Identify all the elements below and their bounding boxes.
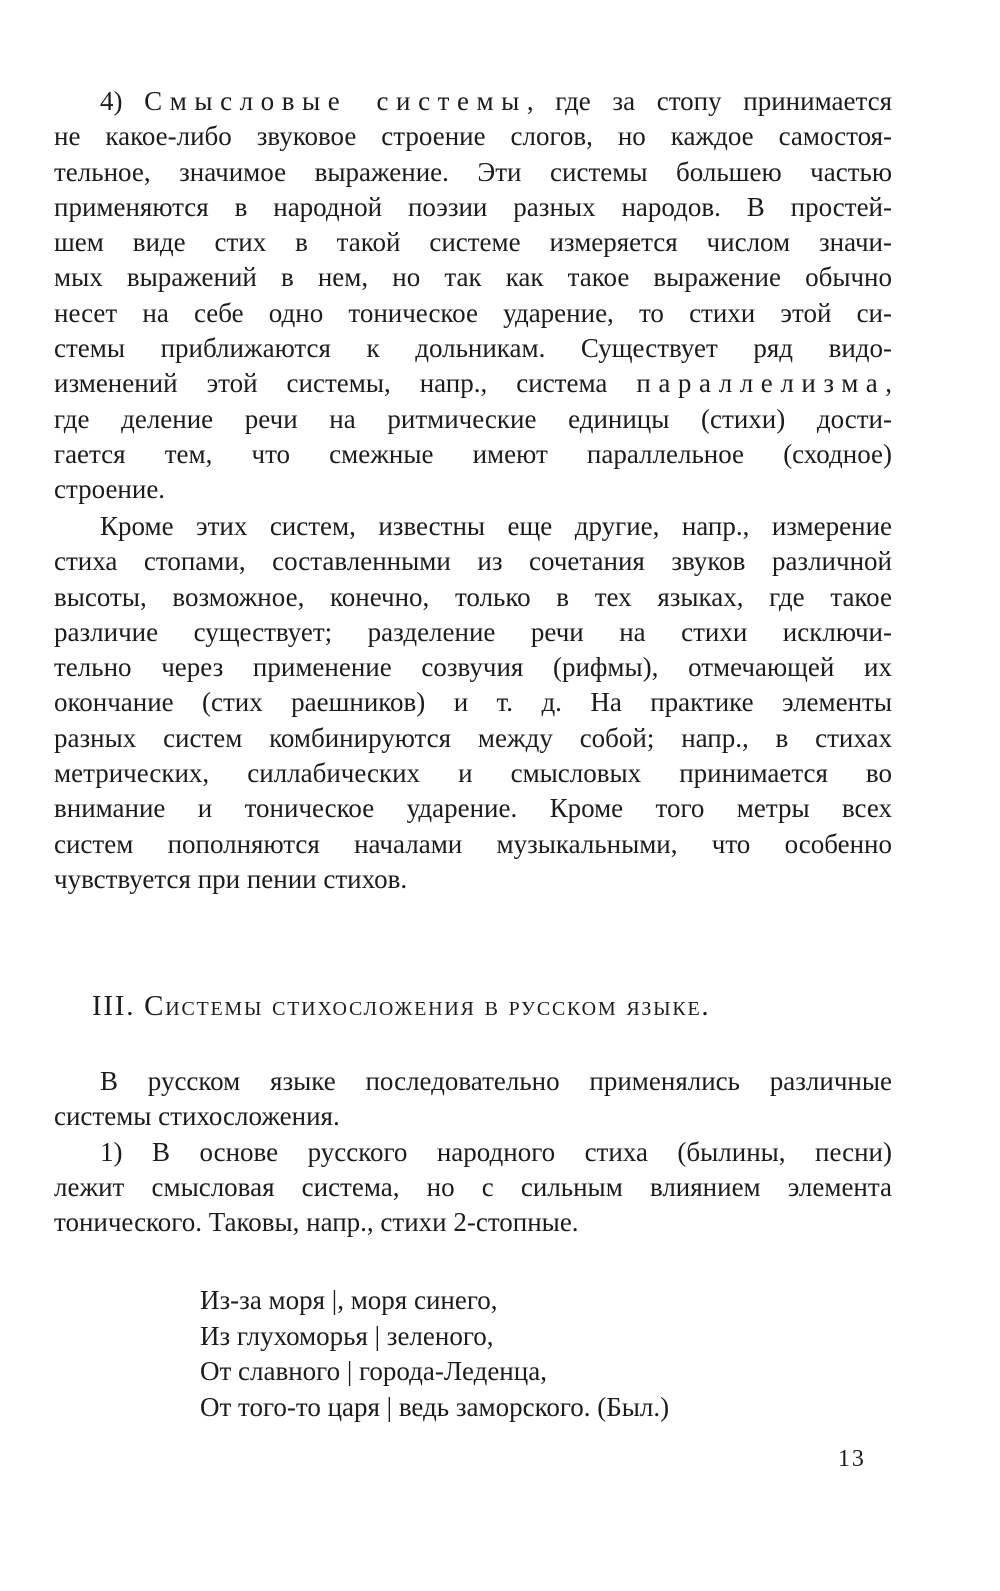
- text-line: систем пополняются началами музыкальными, что особенно: [54, 828, 892, 859]
- text-line: гается тем, что смежные имеют параллельное (сходное): [54, 438, 892, 469]
- text-line: строение.: [54, 474, 166, 505]
- page-number: 13: [838, 1446, 866, 1472]
- text-line: где деление речи на ритмические единицы (стихи) дости-: [54, 403, 892, 434]
- text-line: применяются в народной поэзии разных народов. В простей-: [54, 191, 892, 222]
- text-line: несет на себе одно тоническое ударение, то стихи этой си-: [54, 297, 892, 328]
- text-line: не какое-либо звуковое строение слогов, но каждое самостоя-: [54, 121, 892, 152]
- text-line: разных систем комбинируются между собой; напр., в стихах: [54, 722, 892, 753]
- verse-line: От того-то царя | ведь заморского. (Был.): [200, 1391, 670, 1422]
- text-line: тельно через применение созвучия (рифмы), отмечающей их: [54, 652, 892, 683]
- text-line: лежит смысловая система, но с сильным влиянием элемента: [54, 1171, 892, 1202]
- text-line: изменений этой системы, напр., система параллелизма,: [54, 368, 892, 399]
- paragraph-semantic-systems: [54, 84, 892, 508]
- text-line: В русском языке последовательно применялись различные: [100, 1066, 892, 1096]
- text-line: различие существует; разделение речи на стихи исключи-: [54, 616, 892, 647]
- text-line: внимание и тоническое ударение. Кроме того метры всех: [54, 793, 892, 824]
- text-line: системы стихосложения.: [54, 1101, 340, 1132]
- verse-line: Из-за моря |, моря синего,: [200, 1285, 498, 1315]
- text-line: шем виде стих в такой системе измеряется числом значи-: [54, 227, 892, 258]
- verse-line: Из глухоморья | зеленого,: [200, 1320, 494, 1351]
- text-line: метрических, силлабических и смысловых принимается во: [54, 758, 892, 789]
- emphasized-term: параллелизма: [636, 368, 886, 399]
- text-line: стемы приближаются к дольникам. Существует ряд видо-: [54, 333, 892, 364]
- text-line: чувствуется при пении стихов.: [54, 863, 408, 894]
- text-line: тельное, значимое выражение. Эти системы большею частью: [54, 156, 892, 187]
- text-line: 1) В основе русского народного стиха (былины, песни): [100, 1136, 892, 1167]
- text-line: Кроме этих систем, известны еще другие, напр., измерение: [100, 511, 892, 541]
- text-line: стиха стопами, составленными из сочетания звуков различной: [54, 546, 892, 577]
- section-heading: III. Системы стихосложения в русском языке.: [92, 990, 711, 1022]
- text-line: высоты, возможное, конечно, только в тех языках, где такое: [54, 581, 892, 612]
- paragraph-russian-systems: [54, 1064, 892, 1240]
- text-line: мых выражений в нем, но так как такое выражение обычно: [54, 262, 892, 293]
- verse-quotation: [200, 1283, 669, 1425]
- text-line: тонического. Таковы, напр., стихи 2-стопные.: [54, 1207, 579, 1238]
- verse-line: От славного | города-Леденца,: [200, 1356, 547, 1386]
- text-line: окончание (стих раешников) и т. д. На практике элементы: [54, 687, 892, 718]
- paragraph-other-systems: [54, 509, 892, 897]
- text-line: 4) Смысловые системы, где за стопу принимается: [100, 86, 892, 116]
- emphasized-term: Смысловые системы: [144, 86, 527, 116]
